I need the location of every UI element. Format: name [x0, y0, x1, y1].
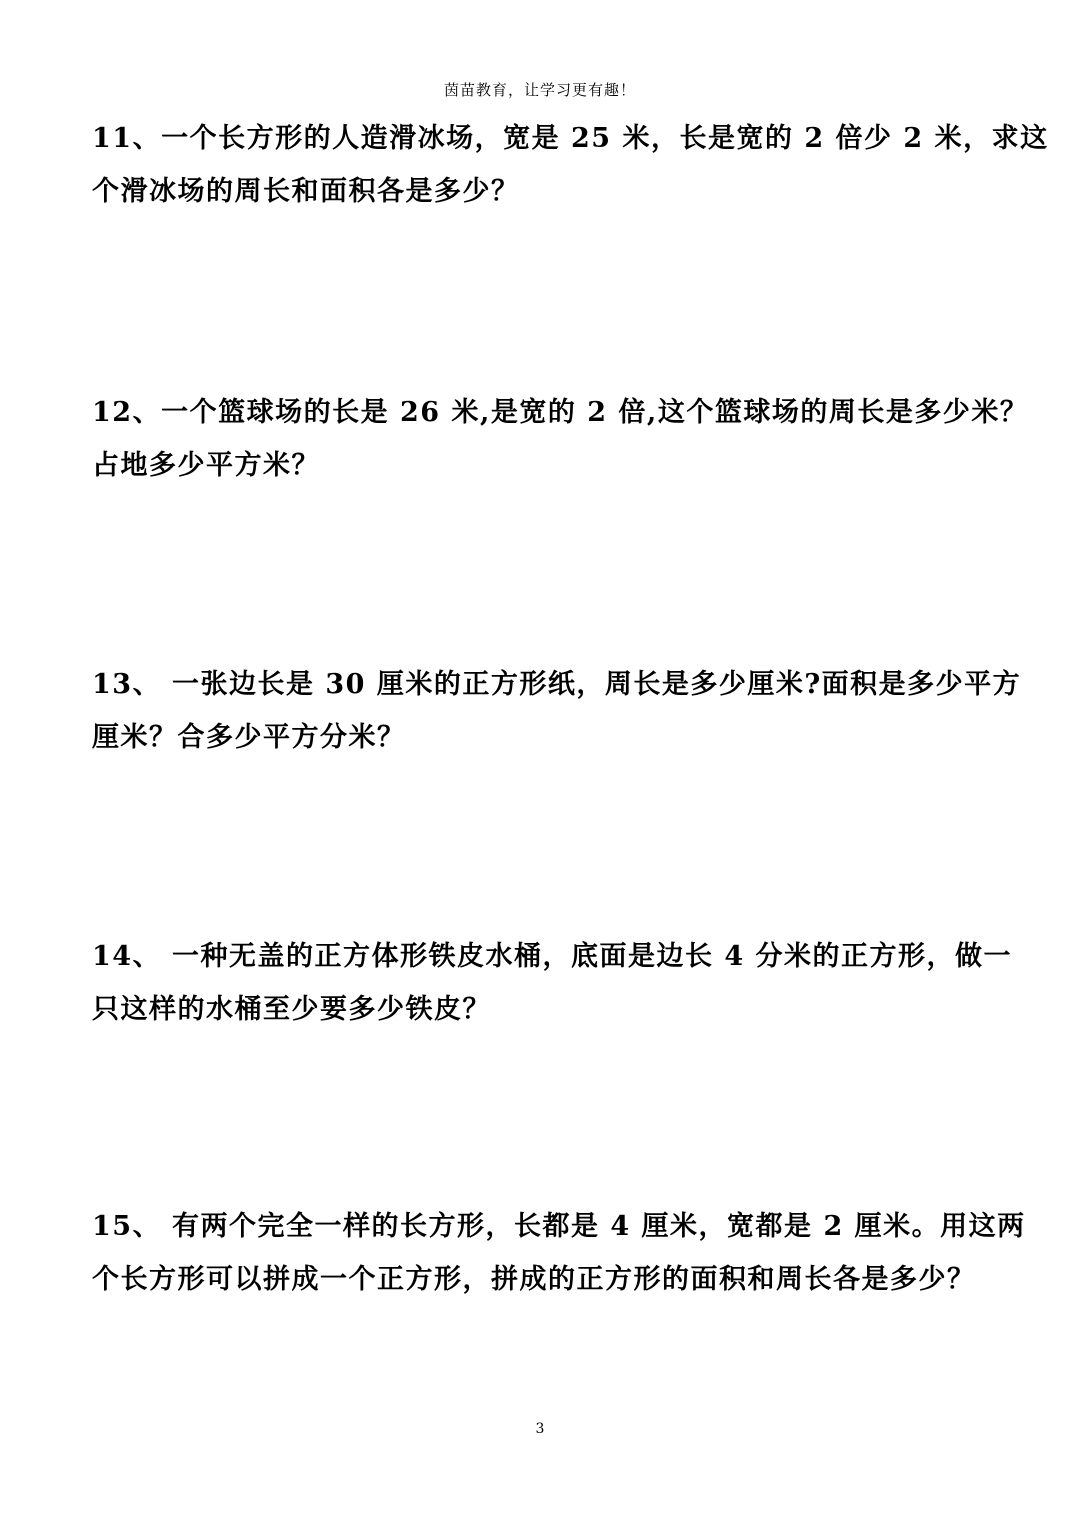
question-12-line-2: 占地多少平方米？ — [92, 450, 320, 481]
question-13-line-1: 13、 一张边长是 30 厘米的正方形纸，周长是多少厘米?面积是多少平方 — [92, 669, 1022, 700]
page-number: 3 — [535, 1421, 545, 1437]
question-15-line-1: 15、 有两个完全一样的长方形，长都是 4 厘米，宽都是 2 厘米。用这两 — [92, 1211, 1026, 1242]
question-13-line-2: 厘米？合多少平方分米？ — [92, 722, 406, 753]
question-11 — [92, 112, 1049, 218]
question-13 — [92, 658, 1022, 764]
question-15 — [92, 1200, 1026, 1306]
question-11-line-1: 11、一个长方形的人造滑冰场，宽是 25 米，长是宽的 2 倍少 2 米，求这 — [92, 123, 1049, 154]
question-12 — [92, 386, 1029, 492]
question-14-line-1: 14、 一种无盖的正方体形铁皮水桶，底面是边长 4 分米的正方形，做一 — [92, 941, 1013, 972]
question-14 — [92, 930, 1013, 1036]
question-15-line-2: 个长方形可以拼成一个正方形，拼成的正方形的面积和周长各是多少？ — [92, 1264, 976, 1295]
question-12-line-1: 12、一个篮球场的长是 26 米,是宽的 2 倍,这个篮球场的周长是多少米？ — [92, 397, 1029, 428]
question-11-line-2: 个滑冰场的周长和面积各是多少？ — [92, 176, 520, 207]
question-14-line-2: 只这样的水桶至少要多少铁皮？ — [92, 994, 491, 1025]
page-header: 茵苗教育，让学习更有趣！ — [443, 81, 636, 99]
